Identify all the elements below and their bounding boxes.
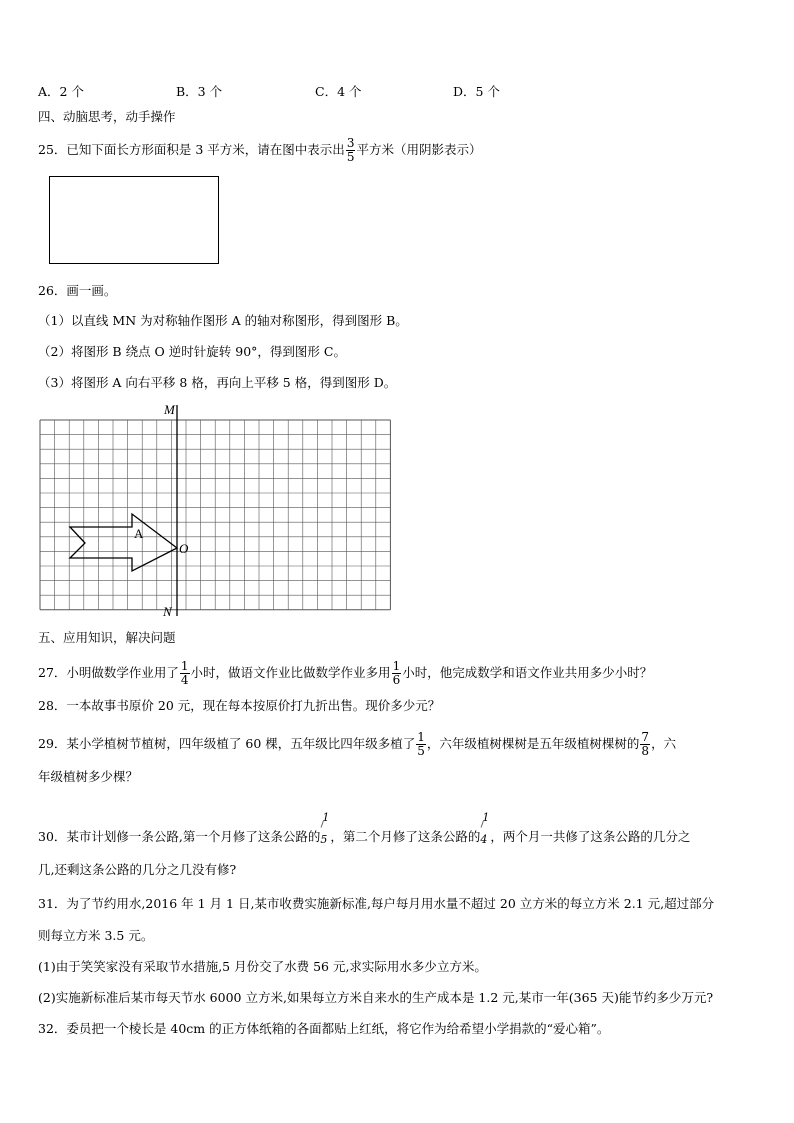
label-a: A: [134, 526, 144, 541]
frac-den: 8: [641, 744, 650, 758]
q29-text-post: ，六: [651, 736, 677, 751]
frac-den: 5: [417, 744, 425, 758]
label-n: N: [163, 604, 172, 619]
q26-step-2: （2）将图形 B 绕点 O 逆时针旋转 90°，得到图形 C。: [38, 344, 346, 359]
option-a: A．2 个: [38, 84, 84, 99]
q27-text-mid: 小时，做语文作业比做数学作业多用: [190, 665, 391, 680]
question-30: [38, 810, 691, 847]
q30-text-pre: 30．某市计划修一条公路,第一个月修了这条公路的: [38, 829, 321, 844]
frac-num: 3: [346, 136, 355, 150]
option-d: D．5 个: [453, 84, 500, 99]
question-27: [38, 660, 652, 687]
section-5-heading: 五、应用知识，解决问题: [38, 630, 176, 645]
option-c: C．4 个: [315, 84, 362, 99]
frac-num: 1: [180, 659, 189, 673]
frac-num: 1: [482, 810, 490, 824]
question-29-line-2: 年级植树多少棵？: [38, 769, 139, 784]
question-28: 28．一本故事书原价 20 元，现在每本按原价打九折出售。现价多少元？: [38, 698, 441, 713]
section-4-heading: 四、动脑思考，动手操作: [38, 109, 176, 124]
option-b: B．3 个: [176, 84, 223, 99]
q27-text-post: 小时，他完成数学和语文作业共用多少小时？: [402, 665, 653, 680]
frac-num: 1: [417, 730, 425, 744]
frac-den: 4: [480, 832, 488, 846]
q25-text-post: 平方米（用阴影表示）: [356, 142, 482, 157]
q29-text-pre: 29．某小学植树节植树，四年级植了 60 棵，五年级比四年级多植了: [38, 736, 416, 751]
question-29: [38, 731, 676, 758]
label-m: M: [164, 402, 175, 417]
frac-den: 5: [320, 832, 328, 846]
q31-subquestion-2: (2)实施新标准后某市每天节水 6000 立方米,如果每立方米自来水的生产成本是 1.2 元,某市一年(365 天)能节约多少万元?: [38, 990, 714, 1005]
frac-num: 1: [322, 810, 330, 824]
frac-den: 6: [392, 673, 401, 687]
shape-a: [70, 514, 177, 571]
frac-num: 7: [641, 730, 650, 744]
q30-text-post: ，两个月一共修了这条公路的几分之: [490, 829, 691, 844]
grid-lines: [40, 420, 390, 610]
q26-step-3: （3）将图形 A 向右平移 8 格，再向上平移 5 格，得到图形 D。: [38, 375, 397, 390]
fraction-1-5: [416, 731, 426, 758]
question-31: 31．为了节约用水,2016 年 1 月 1 日,某市收费实施新标准,每户每月用水量不超过 20 立方米的每立方米 2.1 元,超过部分: [38, 896, 715, 911]
q27-text-pre: 27．小明做数学作业用了: [38, 665, 179, 680]
fraction-1-4: [180, 660, 190, 687]
q29-text-mid: ，六年级植树棵树是五年级植树棵树的: [426, 736, 640, 751]
label-o: O: [179, 541, 189, 556]
fraction-7-8: [640, 731, 650, 758]
question-26-title: 26．画一画。: [38, 283, 117, 298]
fraction-1-6: [392, 660, 402, 687]
frac-num: 1: [392, 659, 401, 673]
q26-step-1: （1）以直线 MN 为对称轴作图形 A 的轴对称图形，得到图形 B。: [38, 313, 408, 328]
question-32: 32．委员把一个棱长是 40cm 的正方体纸箱的各面都贴上红纸，将它作为给希望小学捐款的“爱心箱”。: [38, 1021, 610, 1036]
frac-den: 4: [180, 673, 189, 687]
fraction-1-5-italic: [320, 810, 330, 847]
question-31-line-2: 则每立方米 3.5 元。: [38, 928, 154, 943]
frac-den: 5: [346, 150, 355, 164]
q25-text-pre: 25．已知下面长方形面积是 3 平方米，请在图中表示出: [38, 142, 345, 157]
fraction-1-4-italic: [480, 810, 490, 847]
q31-subquestion-1: (1)由于笑笑家没有采取节水措施,5 月份交了水费 56 元,求实际用水多少立方米。: [38, 959, 487, 974]
question-30-line-2: 几,还剩这条公路的几分之几没有修?: [38, 862, 237, 877]
q30-text-mid: ，第二个月修了这条公路的: [330, 829, 481, 844]
